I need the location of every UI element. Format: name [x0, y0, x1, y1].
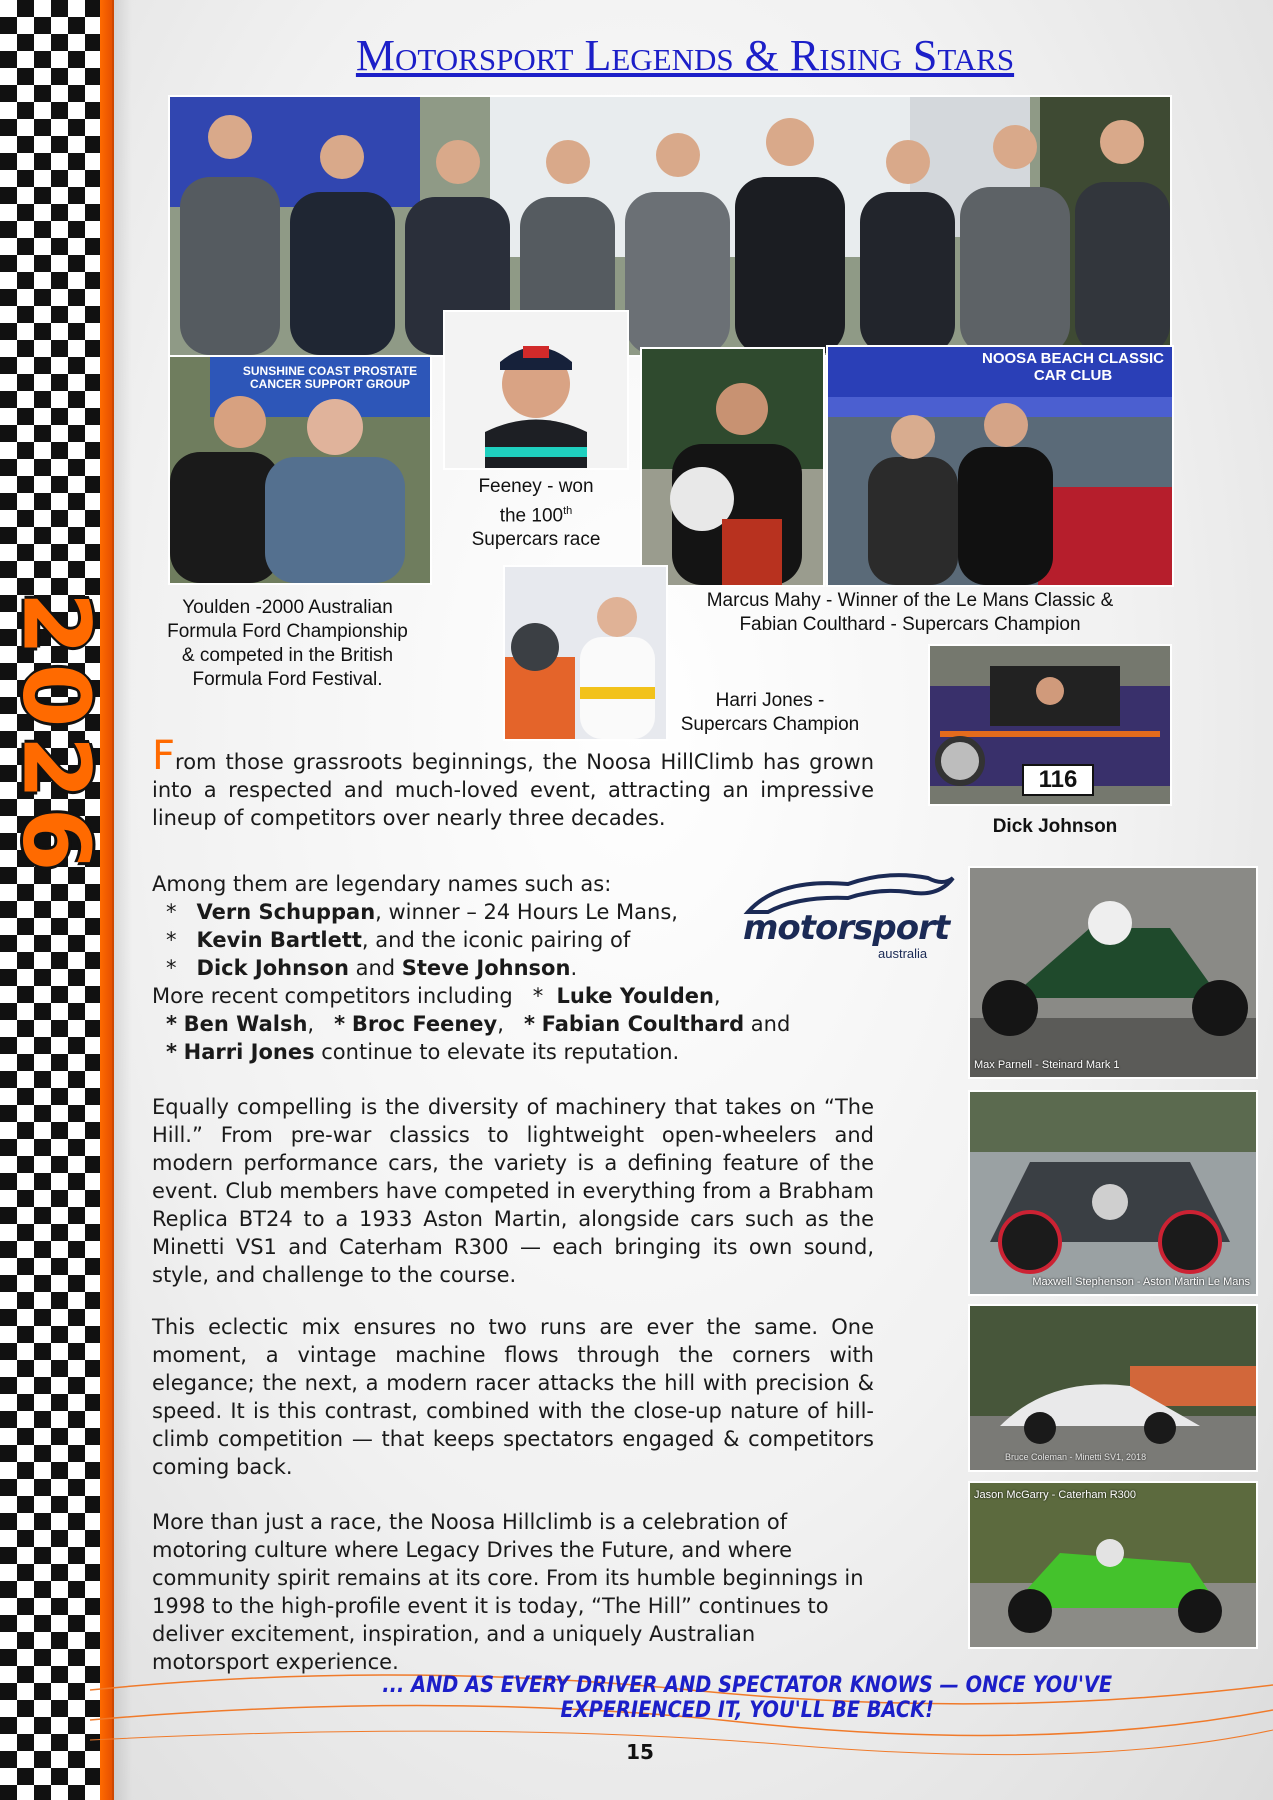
logo-wordmark: motorsport: [743, 908, 950, 948]
eclectic-mix-paragraph: This eclectic mix ensures no two runs are ever the same. One moment, a vintage machine flows through the corners with elegance; the next, a modern racer attacks the hill with precision & speed. It is this contrast, combined with the close-up nature of hill-climb competition — that keeps spectators engaged & competitors coming back.: [152, 1315, 874, 1479]
closing-tagline: ... AND AS EVERY DRIVER AND SPECTATOR KNOWS — ONCE YOU'VE EXPERIENCED IT, YOU'LL BE BACK!: [382, 1673, 1113, 1723]
drop-cap: F: [152, 733, 176, 779]
side-photo-label: Max Parnell - Steinard Mark 1: [974, 1059, 1120, 1071]
feeney-photo: [443, 310, 629, 470]
harri-caption: Harri Jones - Supercars Champion: [680, 690, 860, 735]
legends-list: [152, 870, 792, 1066]
dick-johnson-photo: [928, 644, 1172, 806]
list-item: * Ben Walsh, * Broc Feeney, * Fabian Coulthard and: [166, 1012, 791, 1036]
side-photo-stephenson: [968, 1090, 1258, 1296]
year-vertical: 2026: [2, 590, 110, 880]
page-title: Motorsport Legends & Rising Stars: [355, 31, 1015, 80]
page-number: 15: [626, 1740, 654, 1764]
celebration-paragraph: More than just a race, the Noosa Hillclimb is a celebration of motoring culture where Legacy Drives the Future, and where community spirit remains at its core. From its humble beginnings in 1998 to the high-profile event it is today, “The Hill” continues to deliver excitement, inspiration, and a uniquely Australian motorsport experience.: [152, 1510, 864, 1674]
youlden-caption: Youlden -2000 Australian Formula Ford Championship & competed in the British Formula Ford Festival.: [167, 597, 408, 690]
harri-photo: [503, 565, 668, 741]
intro-paragraph: From those grassroots beginnings, the Noosa HillClimb has grown into a respected and much-loved event, attracting an impressive lineup of competitors over nearly three decades.: [152, 733, 874, 830]
feeney-caption: Feeney - won the 100th Supercars race: [471, 476, 601, 551]
noosa-club-sign: NOOSA BEACH CLASSIC CAR CLUB: [982, 350, 1164, 384]
dick-johnson-caption: Dick Johnson: [992, 816, 1118, 837]
car-number-plate: 116: [1022, 764, 1094, 796]
side-photo-label: Jason McGarry - Caterham R300: [974, 1489, 1136, 1501]
side-photo-minetti: [968, 1304, 1258, 1472]
group-photo: [168, 95, 1172, 357]
side-photo-label: Maxwell Stephenson - Aston Martin Le Mans: [1032, 1276, 1250, 1288]
list-item: * Vern Schuppan, winner – 24 Hours Le Mans,: [166, 900, 678, 924]
recent-competitors-line: More recent competitors including * Luke Youlden,: [152, 984, 721, 1008]
side-photo-caterham: [968, 1481, 1258, 1649]
legends-intro: Among them are legendary names such as:: [152, 872, 612, 896]
list-item: * Harri Jones continue to elevate its reputation.: [166, 1040, 680, 1064]
side-photo-label: Bruce Coleman - Minetti SV1, 2018: [1005, 1452, 1147, 1462]
marcus-photo: [640, 347, 825, 587]
noosa-club-photo: [826, 345, 1174, 587]
machinery-paragraph: Equally compelling is the diversity of machinery that takes on “The Hill.” From pre-war classics to lightweight open-wheelers and modern performance cars, the variety is a defining feature of the event. Club members have competed in everything from a Brabham Replica BT24 to a 1933 Aston Martin, alongside cars such as the Minetti VS1 and Caterham R300 — each bringing its own sound, style, and challenge to the course.: [152, 1095, 874, 1287]
side-photo-parnell: [968, 866, 1258, 1079]
list-item: * Dick Johnson and Steve Johnson.: [166, 956, 578, 980]
mahy-coulthard-caption: Marcus Mahy - Winner of the Le Mans Classic & Fabian Coulthard - Supercars Champion: [706, 590, 1114, 635]
list-item: * Kevin Bartlett, and the iconic pairing of: [166, 928, 631, 952]
logo-subtext: australia: [878, 946, 928, 961]
youlden-photo: [168, 355, 432, 585]
prostate-support-sign: SUNSHINE COAST PROSTATE CANCER SUPPORT GROUP: [242, 364, 418, 392]
